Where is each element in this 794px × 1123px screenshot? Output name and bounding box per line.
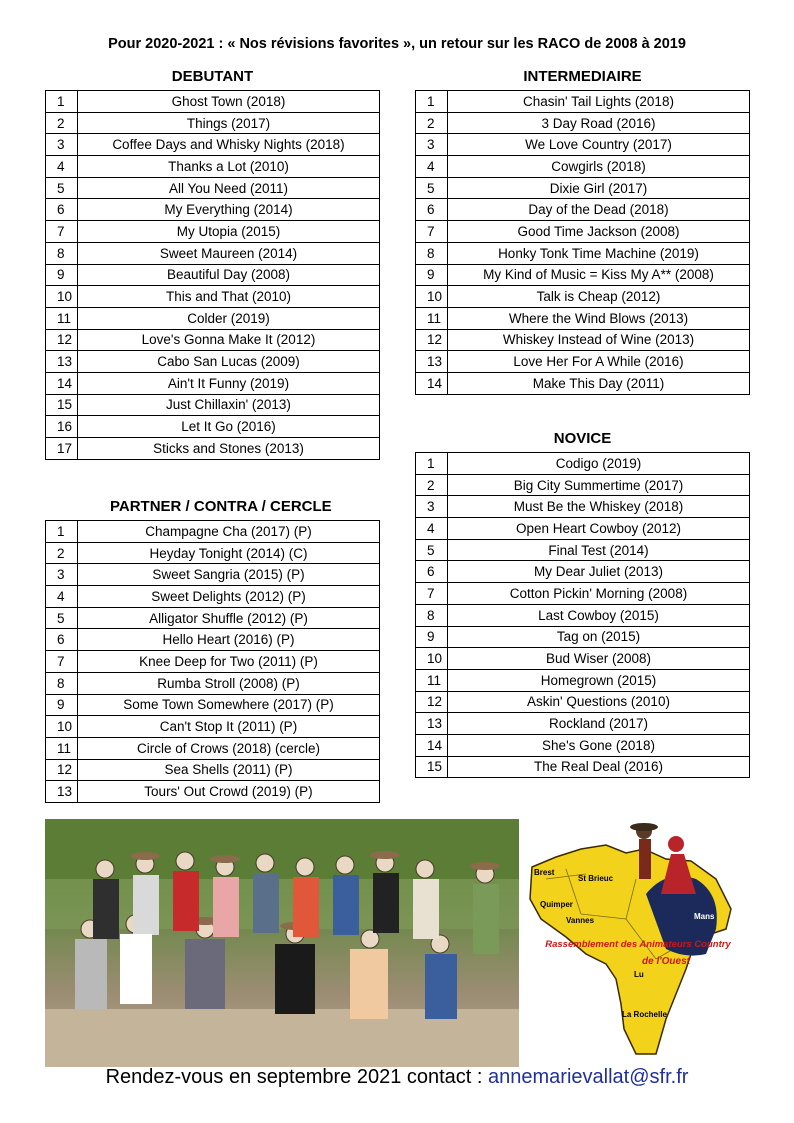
row-number: 12 [416,691,448,713]
table-row [46,781,380,803]
table-row [416,453,750,475]
row-number: 11 [46,737,78,759]
row-number: 1 [46,521,78,543]
table-row [46,221,380,243]
dance-title: Cowgirls (2018) [448,156,750,178]
dance-title: Sticks and Stones (2013) [78,438,380,460]
dance-title: Tours' Out Crowd (2019) (P) [78,781,380,803]
row-number: 13 [46,351,78,373]
dance-title: Day of the Dead (2018) [448,199,750,221]
table-row [416,713,750,735]
heading-partner: PARTNER / CONTRA / CERCLE [110,498,332,515]
row-number: 14 [46,372,78,394]
table-row [416,177,750,199]
table-row [416,496,750,518]
logo-banner-line2: de l'Ouest [642,956,690,967]
dance-title: My Utopia (2015) [78,221,380,243]
table-row [416,329,750,351]
row-number: 9 [46,264,78,286]
table-row [46,329,380,351]
table-row [416,91,750,113]
row-number: 4 [416,518,448,540]
row-number: 5 [416,177,448,199]
row-number: 8 [46,672,78,694]
table-row [46,199,380,221]
dance-title: My Everything (2014) [78,199,380,221]
row-number: 10 [416,648,448,670]
dance-title: Open Heart Cowboy (2012) [448,518,750,540]
dance-title: Let It Go (2016) [78,416,380,438]
row-number: 1 [416,453,448,475]
row-number: 1 [416,91,448,113]
table-intermediaire [415,90,750,395]
row-number: 4 [46,156,78,178]
row-number: 14 [416,372,448,394]
row-number: 6 [416,199,448,221]
table-row [46,586,380,608]
table-row [46,156,380,178]
row-number: 13 [416,351,448,373]
row-number: 7 [46,651,78,673]
dance-title: Tag on (2015) [448,626,750,648]
row-number: 2 [416,112,448,134]
table-row [416,474,750,496]
group-photo [45,819,519,1067]
row-number: 11 [416,307,448,329]
logo-city-st-brieuc: St Brieuc [578,874,614,883]
dance-title: Talk is Cheap (2012) [448,286,750,308]
dance-title: Last Cowboy (2015) [448,604,750,626]
dance-title: Circle of Crows (2018) (cercle) [78,737,380,759]
row-number: 5 [46,607,78,629]
dance-title: Can't Stop It (2011) (P) [78,716,380,738]
row-number: 7 [46,221,78,243]
row-number: 11 [46,307,78,329]
row-number: 12 [46,329,78,351]
table-row [46,351,380,373]
dance-title: Heyday Tonight (2014) (C) [78,542,380,564]
footer-contact [0,1066,794,1089]
table-row [46,651,380,673]
raco-logo [526,819,748,1059]
row-number: 7 [416,583,448,605]
row-number: 5 [416,539,448,561]
table-row [46,134,380,156]
table-row [416,648,750,670]
dance-title: Coffee Days and Whisky Nights (2018) [78,134,380,156]
table-row [46,564,380,586]
table-row [416,539,750,561]
table-row [46,607,380,629]
dance-title: My Dear Juliet (2013) [448,561,750,583]
dance-title: Ain't It Funny (2019) [78,372,380,394]
dance-title: We Love Country (2017) [448,134,750,156]
dance-title: Sea Shells (2011) (P) [78,759,380,781]
row-number: 3 [46,134,78,156]
row-number: 6 [46,629,78,651]
logo-city-lu: Lu [634,970,644,979]
dance-title: 3 Day Road (2016) [448,112,750,134]
dance-title: Knee Deep for Two (2011) (P) [78,651,380,673]
dance-title: Ghost Town (2018) [78,91,380,113]
table-row [46,416,380,438]
table-partner [45,520,380,803]
row-number: 17 [46,438,78,460]
table-row [416,264,750,286]
dance-title: This and That (2010) [78,286,380,308]
logo-city-la-rochelle: La Rochelle [622,1010,667,1019]
page-title: Pour 2020-2021 : « Nos révisions favorites », un retour sur les RACO de 2008 à 2019 [108,36,686,52]
table-row [416,134,750,156]
row-number: 7 [416,221,448,243]
table-row [416,221,750,243]
row-number: 15 [416,756,448,778]
table-row [416,307,750,329]
dance-title: Sweet Maureen (2014) [78,242,380,264]
logo-city-brest: Brest [534,868,555,877]
contact-email-link[interactable]: annemarievallat@sfr.fr [488,1066,689,1088]
table-row [416,691,750,713]
dance-title: Sweet Sangria (2015) (P) [78,564,380,586]
row-number: 12 [46,759,78,781]
table-row [416,604,750,626]
row-number: 3 [416,134,448,156]
dance-title: Homegrown (2015) [448,669,750,691]
row-number: 6 [46,199,78,221]
row-number: 3 [416,496,448,518]
row-number: 16 [46,416,78,438]
row-number: 9 [46,694,78,716]
logo-city-vannes: Vannes [566,916,595,925]
table-row [416,286,750,308]
table-row [416,518,750,540]
dance-title: Codigo (2019) [448,453,750,475]
table-row [46,672,380,694]
dance-title: Just Chillaxin' (2013) [78,394,380,416]
row-number: 4 [416,156,448,178]
dance-title: Bud Wiser (2008) [448,648,750,670]
table-row [46,438,380,460]
table-row [46,716,380,738]
table-row [46,91,380,113]
table-row [416,242,750,264]
table-row [46,264,380,286]
table-row [46,629,380,651]
row-number: 10 [416,286,448,308]
dance-title: Alligator Shuffle (2012) (P) [78,607,380,629]
dance-title: All You Need (2011) [78,177,380,199]
dance-title: Thanks a Lot (2010) [78,156,380,178]
row-number: 2 [46,542,78,564]
row-number: 4 [46,586,78,608]
table-row [416,372,750,394]
dance-title: Love Her For A While (2016) [448,351,750,373]
table-row [46,737,380,759]
row-number: 8 [46,242,78,264]
row-number: 15 [46,394,78,416]
table-debutant [45,90,380,460]
row-number: 2 [46,112,78,134]
table-row [46,542,380,564]
dance-title: Some Town Somewhere (2017) (P) [78,694,380,716]
row-number: 10 [46,716,78,738]
row-number: 12 [416,329,448,351]
table-row [46,307,380,329]
logo-city-mans: Mans [694,912,715,921]
dance-title: Sweet Delights (2012) (P) [78,586,380,608]
dance-title: My Kind of Music = Kiss My A** (2008) [448,264,750,286]
table-row [416,583,750,605]
table-row [416,756,750,778]
table-row [46,394,380,416]
table-row [416,734,750,756]
table-row [416,156,750,178]
row-number: 10 [46,286,78,308]
dance-title: Rumba Stroll (2008) (P) [78,672,380,694]
row-number: 2 [416,474,448,496]
dance-title: Champagne Cha (2017) (P) [78,521,380,543]
table-row [416,112,750,134]
table-row [416,351,750,373]
heading-novice: NOVICE [553,430,612,447]
row-number: 9 [416,264,448,286]
dance-title: Chasin' Tail Lights (2018) [448,91,750,113]
table-row [46,112,380,134]
logo-city-quimper: Quimper [540,900,573,909]
dance-title: Love's Gonna Make It (2012) [78,329,380,351]
row-number: 13 [46,781,78,803]
dance-title: Where the Wind Blows (2013) [448,307,750,329]
logo-banner-line1: Rassemblement des Animateurs Country [545,939,731,950]
dance-title: Big City Summertime (2017) [448,474,750,496]
table-row [46,177,380,199]
table-row [46,694,380,716]
table-row [416,669,750,691]
dance-title: Beautiful Day (2008) [78,264,380,286]
dance-title: Final Test (2014) [448,539,750,561]
table-row [46,286,380,308]
footer-text: Rendez-vous en septembre 2021 contact : [105,1066,489,1088]
dance-title: Things (2017) [78,112,380,134]
dance-title: Must Be the Whiskey (2018) [448,496,750,518]
dance-title: Askin' Questions (2010) [448,691,750,713]
dance-title: Cabo San Lucas (2009) [78,351,380,373]
table-row [46,521,380,543]
dance-title: Cotton Pickin' Morning (2008) [448,583,750,605]
dance-title: Colder (2019) [78,307,380,329]
group-photo-illustration [45,819,519,1067]
row-number: 3 [46,564,78,586]
row-number: 13 [416,713,448,735]
dance-title: Honky Tonk Time Machine (2019) [448,242,750,264]
table-row [46,759,380,781]
table-row [416,199,750,221]
row-number: 14 [416,734,448,756]
row-number: 5 [46,177,78,199]
dance-title: Whiskey Instead of Wine (2013) [448,329,750,351]
table-novice [415,452,750,778]
table-row [416,561,750,583]
row-number: 9 [416,626,448,648]
row-number: 6 [416,561,448,583]
dance-title: The Real Deal (2016) [448,756,750,778]
heading-debutant: DEBUTANT [171,68,254,85]
heading-intermediaire: INTERMEDIAIRE [523,68,642,85]
table-row [416,626,750,648]
table-row [46,242,380,264]
row-number: 8 [416,604,448,626]
dance-title: She's Gone (2018) [448,734,750,756]
dance-title: Hello Heart (2016) (P) [78,629,380,651]
dance-title: Dixie Girl (2017) [448,177,750,199]
dance-title: Good Time Jackson (2008) [448,221,750,243]
row-number: 1 [46,91,78,113]
row-number: 8 [416,242,448,264]
dance-title: Make This Day (2011) [448,372,750,394]
table-row [46,372,380,394]
row-number: 11 [416,669,448,691]
dance-title: Rockland (2017) [448,713,750,735]
